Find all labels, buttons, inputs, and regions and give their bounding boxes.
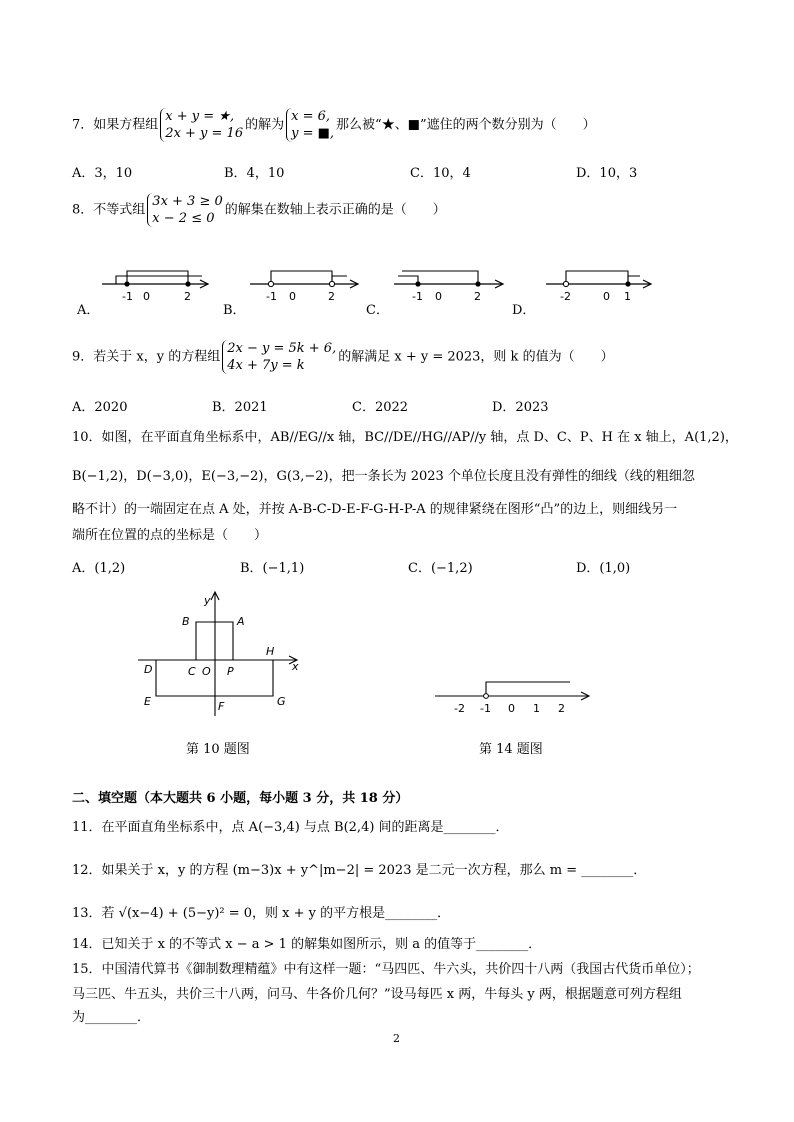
q8-numberline-b[interactable]: [223, 271, 358, 318]
svg-text:x: x: [292, 660, 299, 673]
svg-text:0: 0: [603, 290, 610, 303]
svg-text:E: E: [144, 695, 151, 708]
q8-numberline-c[interactable]: [366, 271, 503, 318]
svg-text:C．: C．: [366, 303, 389, 318]
svg-text:B: B: [182, 615, 190, 628]
svg-text:C: C: [188, 665, 196, 678]
q10-option-c[interactable]: C．(−1,2): [408, 561, 473, 576]
page-number: 2: [393, 1032, 400, 1045]
svg-text:A: A: [237, 615, 245, 628]
svg-text:-2: -2: [560, 290, 571, 303]
svg-text:D．: D．: [512, 303, 536, 318]
question-13: 13．若 √(x−4) + (5−y)² = 0，则 x + y 的平方根是________．: [72, 906, 451, 921]
q8-numberline-a[interactable]: [76, 271, 208, 318]
q7-option-b[interactable]: B．4，10: [224, 166, 285, 181]
figure-14-caption: 第 14 题图: [479, 742, 543, 757]
svg-text:y: y: [204, 594, 211, 607]
figure-14: [430, 670, 600, 720]
svg-text:0: 0: [289, 290, 296, 303]
svg-text:2: 2: [184, 290, 191, 303]
question-12: 12．如果关于 x，y 的方程 (m−3)x + y^|m−2| = 2023 是二元一次方程，那么 m = ________．: [72, 863, 647, 878]
question-15-line-3: 为________．: [72, 1010, 151, 1025]
question-10-line-2: B(−1,2)，D(−3,0)，E(−3,−2)，G(3,−2)，把一条长为 2023 个单位长度且没有弹性的细线（线的粗细忽: [72, 469, 695, 484]
svg-text:O: O: [202, 665, 211, 678]
svg-text:1: 1: [624, 290, 631, 303]
svg-text:B．: B．: [223, 303, 246, 318]
svg-text:1: 1: [533, 702, 540, 715]
svg-text:-1: -1: [266, 290, 277, 303]
q7-option-d[interactable]: D．10，3: [576, 166, 638, 181]
question-10-line-4: 端所在位置的点的坐标是（ ）: [72, 528, 268, 543]
svg-text:A．: A．: [77, 303, 100, 318]
svg-text:P: P: [227, 665, 234, 678]
question-8: 8．不等式组 3x + 3 ≥ 0 x − 2 ≤ 0 的解集在数轴上表示正确的是（ ）: [72, 194, 446, 226]
svg-text:-2: -2: [454, 702, 465, 715]
svg-text:0: 0: [143, 290, 150, 303]
q7-system: x + y = ★, 2x + y = 16: [160, 108, 243, 142]
svg-text:-1: -1: [122, 290, 133, 303]
q8-numberline-d[interactable]: [512, 271, 651, 318]
svg-text:F: F: [218, 700, 225, 713]
figure-10: [130, 588, 310, 723]
svg-text:-1: -1: [480, 702, 491, 715]
svg-text:2: 2: [558, 702, 565, 715]
q7-option-a[interactable]: A．3，10: [72, 166, 133, 181]
question-9: 9．若关于 x，y 的方程组 2x − y = 5k + 6, 4x + 7y = k 的解满足 x + y = 2023，则 k 的值为（ ）: [72, 341, 614, 373]
svg-text:H: H: [266, 645, 275, 658]
question-15-line-1: 15．中国清代算书《御制数理精蕴》中有这样一题：“马四匹、牛六头，共价四十八两（我国古代货币单位）；: [72, 962, 700, 977]
q7-option-c[interactable]: C．10，4: [410, 166, 471, 181]
question-11: 11．在平面直角坐标系中，点 A(−3,4) 与点 B(2,4) 间的距离是________．: [72, 820, 509, 835]
svg-text:2: 2: [474, 290, 481, 303]
svg-text:2: 2: [328, 290, 335, 303]
question-10-line-3: 略不计）的一端固定在点 A 处，并按 A-B-C-D-E-F-G-H-P-A 的规律紧绕在图形“凸”的边上，则细线另一: [72, 502, 678, 517]
q9-system: 2x − y = 5k + 6, 4x + 7y = k: [222, 340, 336, 374]
q8-system: 3x + 3 ≥ 0 x − 2 ≤ 0: [147, 193, 222, 227]
q9-option-a[interactable]: A．2020: [72, 400, 128, 415]
q10-option-b[interactable]: B．(−1,1): [240, 561, 305, 576]
figure-10-caption: 第 10 题图: [186, 742, 250, 757]
svg-text:D: D: [144, 663, 153, 676]
question-15-line-2: 马三匹、牛五头，共价三十八两，问马、牛各价几何？”设马每匹 x 两，牛每头 y 两，根据题意可列方程组: [72, 987, 682, 1002]
svg-text:0: 0: [508, 702, 515, 715]
question-10-line-1: 10．如图，在平面直角坐标系中，AB//EG//x 轴，BC//DE//HG//AP//y 轴，点 D、C、P、H 在 x 轴上，A(1,2)，: [72, 430, 738, 445]
q9-option-c[interactable]: C．2022: [352, 400, 409, 415]
q10-option-a[interactable]: A．(1,2): [72, 561, 126, 576]
svg-text:-1: -1: [412, 290, 423, 303]
q8-number-lines: [72, 262, 732, 322]
question-14: 14．已知关于 x 的不等式 x − a > 1 的解集如图所示，则 a 的值等于________．: [72, 937, 542, 952]
svg-text:0: 0: [435, 290, 442, 303]
q7-solution: x = 6, y = ■,: [286, 108, 334, 142]
svg-text:G: G: [277, 695, 286, 708]
q9-option-d[interactable]: D．2023: [492, 400, 549, 415]
q10-option-d[interactable]: D．(1,0): [576, 561, 631, 576]
section-2-title: 二、填空题（本大题共 6 小题，每小题 3 分，共 18 分）: [72, 791, 409, 806]
question-7: 7．如果方程组 x + y = ★, 2x + y = 16 的解为 x = 6, y = ■, 那么被“★、■”遮住的两个数分别为（ ）: [72, 109, 596, 141]
q9-option-b[interactable]: B．2021: [212, 400, 268, 415]
